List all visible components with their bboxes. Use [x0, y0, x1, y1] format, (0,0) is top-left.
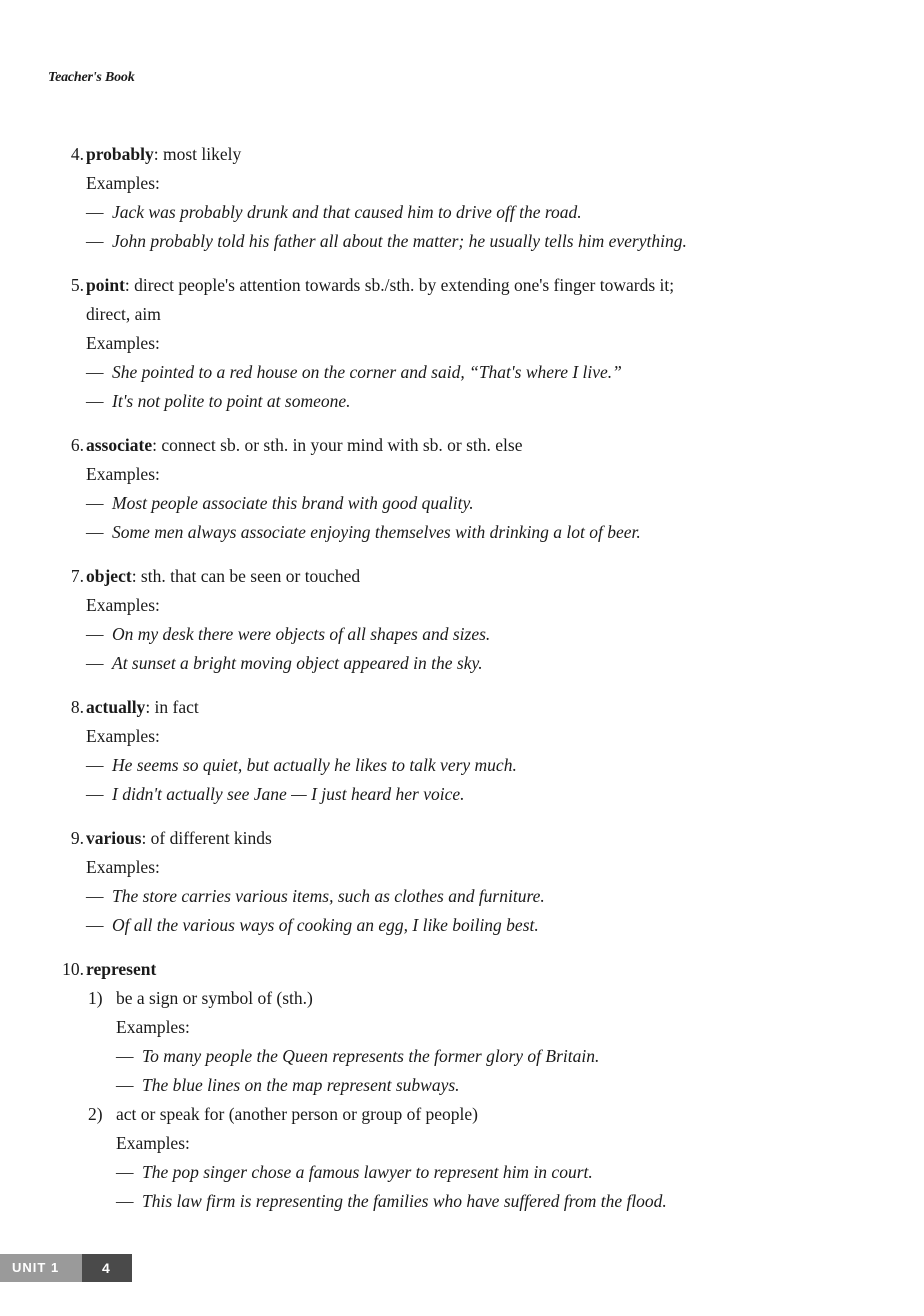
entry-word: probably [86, 144, 154, 164]
example-sentence: — Some men always associate enjoying themselves with drinking a lot of beer. [0, 518, 924, 547]
vocabulary-entry [0, 140, 924, 256]
entry-definition: : most likely [153, 144, 242, 164]
example-sentence: — At sunset a bright moving object appeared in the sky. [0, 649, 924, 678]
example-sentence: — On my desk there were objects of all shapes and sizes. [0, 620, 924, 649]
entry-number: 6. [70, 435, 84, 455]
vocabulary-entry [0, 955, 924, 1216]
example-sentence: — John probably told his father all about the matter; he usually tells him everything. [0, 227, 924, 256]
vocabulary-entry [0, 562, 924, 678]
example-dash: — [116, 1191, 134, 1211]
vocabulary-entry [0, 824, 924, 940]
examples-label: Examples: [86, 726, 160, 746]
entry-number: 10. [62, 959, 84, 979]
unit-label: UNIT 1 [0, 1254, 82, 1282]
vocabulary-entry [0, 693, 924, 809]
example-sentence: — The store carries various items, such as clothes and furniture. [0, 882, 924, 911]
example-dash: — [86, 784, 104, 804]
examples-label: Examples: [86, 595, 160, 615]
vocabulary-entry [0, 431, 924, 547]
vocabulary-list [0, 140, 924, 1231]
entry-number: 4. [70, 144, 84, 164]
entry-word: various [86, 828, 142, 848]
entry-definition: : connect sb. or sth. in your mind with sb. or sth. else [152, 435, 523, 455]
examples-label: Examples: [116, 1133, 190, 1153]
book-header-title: Teacher's Book [48, 70, 135, 85]
sense-number: 1) [88, 988, 103, 1008]
example-sentence: — Most people associate this brand with good quality. [0, 489, 924, 518]
example-sentence: — The blue lines on the map represent subways. [0, 1071, 924, 1100]
example-sentence: — It's not polite to point at someone. [0, 387, 924, 416]
examples-label: Examples: [86, 464, 160, 484]
examples-label: Examples: [86, 173, 160, 193]
sense-number: 2) [88, 1104, 103, 1124]
entry-definition: : of different kinds [141, 828, 272, 848]
example-sentence: — The pop singer chose a famous lawyer to represent him in court. [0, 1158, 924, 1187]
entry-definition: : in fact [145, 697, 199, 717]
entry-definition: : direct people's attention towards sb./sth. by extending one's finger towards it; [124, 275, 675, 295]
vocabulary-entry [0, 271, 924, 416]
example-sentence: — He seems so quiet, but actually he likes to talk very much. [0, 751, 924, 780]
example-dash: — [86, 202, 104, 222]
example-dash: — [86, 886, 104, 906]
example-sentence: — To many people the Queen represents the former glory of Britain. [0, 1042, 924, 1071]
example-dash: — [86, 653, 104, 673]
entry-word: point [86, 275, 125, 295]
examples-label: Examples: [86, 333, 160, 353]
entry-word: associate [86, 435, 153, 455]
entry-sense [0, 1100, 924, 1216]
example-sentence: — This law firm is representing the families who have suffered from the flood. [0, 1187, 924, 1216]
example-dash: — [86, 493, 104, 513]
entry-definition: : sth. that can be seen or touched [131, 566, 361, 586]
example-dash: — [86, 362, 104, 382]
example-sentence: — She pointed to a red house on the corner and said, “That's where I live.” [0, 358, 924, 387]
entry-word: actually [86, 697, 146, 717]
page-footer [0, 1254, 132, 1282]
example-sentence: — Jack was probably drunk and that caused him to drive off the road. [0, 198, 924, 227]
example-dash: — [116, 1046, 134, 1066]
examples-label: Examples: [86, 857, 160, 877]
sense-definition: be a sign or symbol of (sth.) [116, 988, 313, 1008]
sense-definition: act or speak for (another person or group of people) [116, 1104, 479, 1124]
examples-label: Examples: [116, 1017, 190, 1037]
entry-word: object [86, 566, 132, 586]
example-sentence: — Of all the various ways of cooking an egg, I like boiling best. [0, 911, 924, 940]
entry-number: 5. [70, 275, 84, 295]
entry-sense [0, 984, 924, 1100]
entry-word: represent [86, 959, 157, 979]
entry-definition-continued: direct, aim [86, 304, 161, 324]
example-dash: — [116, 1075, 134, 1095]
example-sentence: — I didn't actually see Jane — I just heard her voice. [0, 780, 924, 809]
example-dash: — [116, 1162, 134, 1182]
entry-number: 7. [70, 566, 84, 586]
page-number: 4 [82, 1254, 132, 1282]
example-dash: — [86, 522, 104, 542]
example-dash: — [86, 755, 104, 775]
entry-number: 9. [70, 828, 84, 848]
example-dash: — [86, 231, 104, 251]
example-dash: — [86, 915, 104, 935]
entry-number: 8. [70, 697, 84, 717]
example-dash: — [86, 624, 104, 644]
example-dash: — [86, 391, 104, 411]
